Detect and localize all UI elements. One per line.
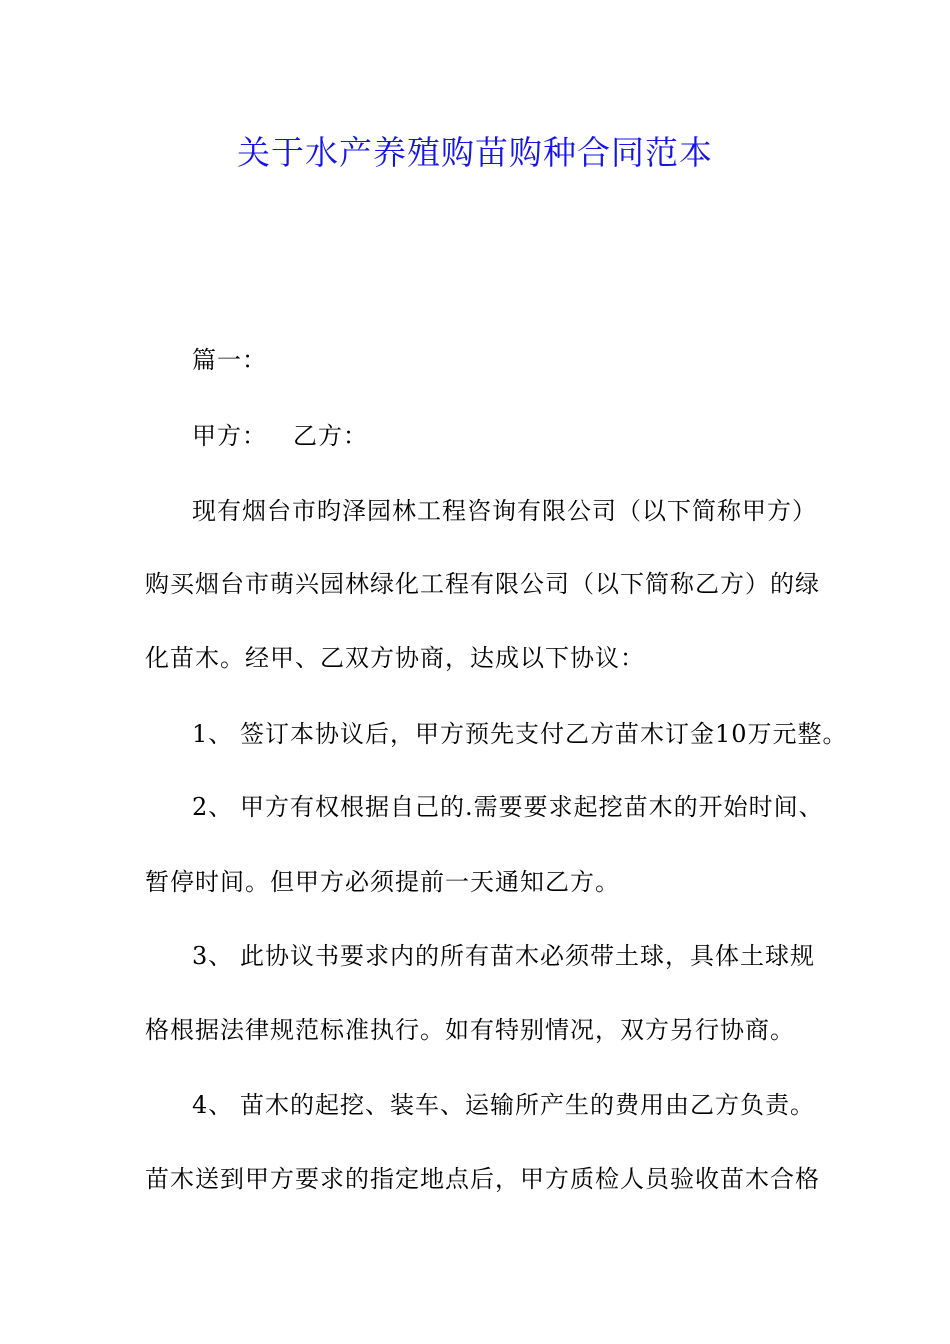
clause-number: 1、 [192,720,234,748]
intro-line-3: 化苗木。经甲、乙双方协商，达成以下协议： [145,644,645,672]
clause-1 [192,716,848,752]
intro-line-1: 现有烟台市昀泽园林工程咨询有限公司（以下简称甲方） [192,497,817,525]
party-b-label: 乙方： [293,422,368,450]
clause-2-continuation: 暂停时间。但甲方必须提前一天通知乙方。 [145,868,620,896]
clause-3 [192,938,815,974]
clause-4-continuation: 苗木送到甲方要求的指定地点后，甲方质检人员验收苗木合格 [145,1165,820,1193]
clause-text: 签订本协议后，甲方预先支付乙方苗木订金10万元整。 [240,720,848,748]
clause-text: 苗木的起挖、装车、运输所产生的费用由乙方负责。 [240,1091,815,1119]
clause-number: 4、 [192,1091,234,1119]
section-heading: 篇一： [192,346,267,374]
clause-number: 3、 [192,942,234,970]
document-title: 关于水产养殖购苗购种合同范本 [237,133,713,172]
clause-number: 2、 [192,793,234,821]
clause-text: 此协议书要求内的所有苗木必须带土球，具体土球规 [240,942,815,970]
party-a-label: 甲方： [192,422,267,450]
clause-text: 甲方有权根据自己的.需要要求起挖苗木的开始时间、 [240,793,824,821]
parties-line [192,418,368,454]
clause-3-continuation: 格根据法律规范标准执行。如有特别情况，双方另行协商。 [145,1016,795,1044]
intro-line-2: 购买烟台市萌兴园林绿化工程有限公司（以下简称乙方）的绿 [145,570,820,598]
clause-4 [192,1087,815,1123]
clause-2 [192,789,824,825]
